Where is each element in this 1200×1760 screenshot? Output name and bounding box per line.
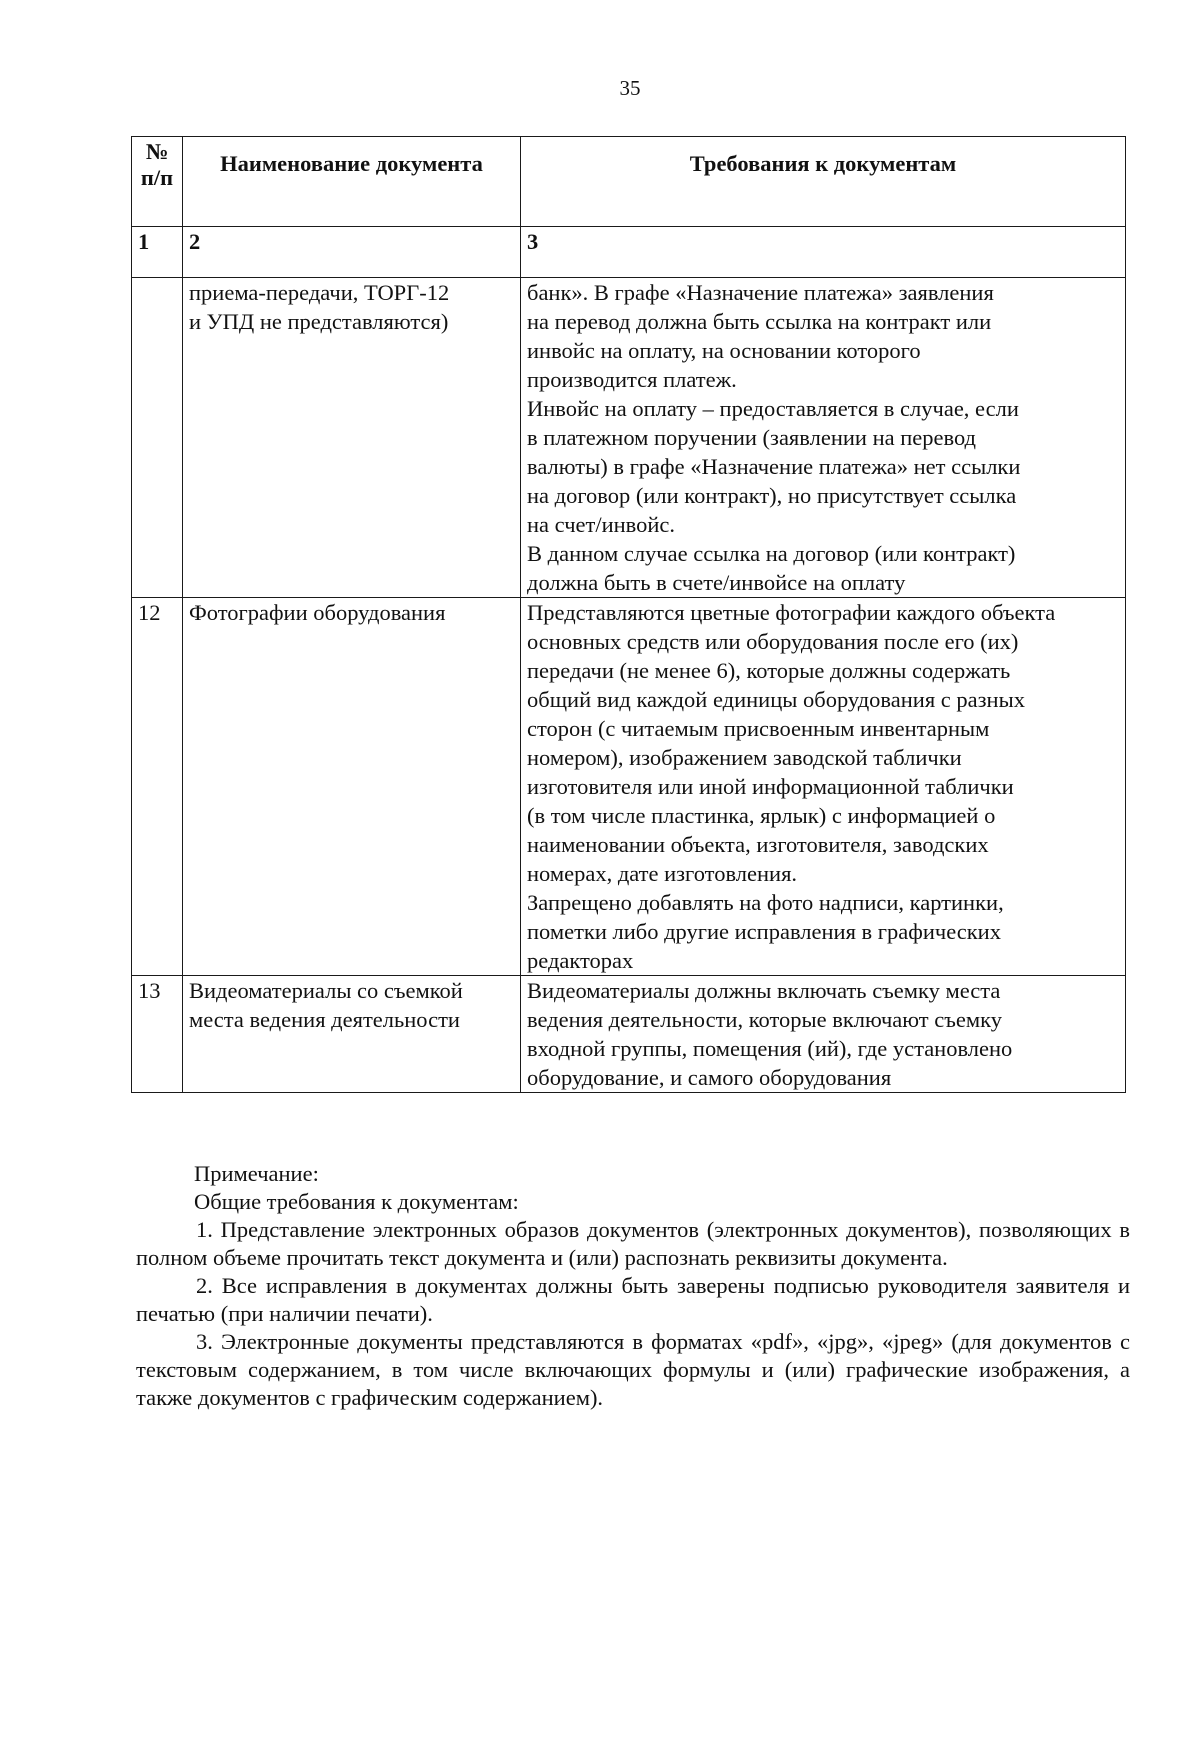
row-num: 13 bbox=[132, 976, 183, 1093]
column-index-1: 1 bbox=[132, 227, 183, 278]
table-row bbox=[132, 976, 1126, 1093]
row-document-name: Фотографии оборудования bbox=[183, 598, 521, 976]
notes-subtitle: Общие требования к документам: bbox=[194, 1189, 519, 1214]
header-document-name: Наименование документа bbox=[183, 137, 521, 227]
column-index-3: 3 bbox=[521, 227, 1126, 278]
note-item: 1. Представление электронных образов документов (электронных документов), позволяющих в полном объеме прочитать текст документа и (или) распознать реквизиты документа. bbox=[136, 1217, 1130, 1270]
row-requirements bbox=[521, 278, 1126, 598]
row-document-name: приема-передачи, ТОРГ-12 и УПД не представляются) bbox=[183, 278, 521, 598]
requirement-paragraph: В данном случае ссылка на договор (или контракт) должна быть в счете/инвойсе на оплату bbox=[527, 541, 1016, 595]
row-requirements bbox=[521, 976, 1126, 1093]
table-row bbox=[132, 598, 1126, 976]
header-requirements: Требования к документам bbox=[521, 137, 1126, 227]
note-item: 3. Электронные документы представляются в форматах «pdf», «jpg», «jpeg» (для документов с текстовым содержанием, в том числе включающих формулы и (или) графические изображения, а также документов с графическим содержанием). bbox=[136, 1329, 1130, 1410]
requirements-table bbox=[131, 136, 1126, 1093]
row-num bbox=[132, 278, 183, 598]
requirement-paragraph: Представляются цветные фотографии каждого объекта основных средств или оборудования после его (их) передачи (не менее 6), которые должны содержать общий вид каждой единицы оборудования с разных сторон (с читаемым присвоенным инвентарным номером), изображением заводской таблички изготовителя или иной информационной таблички (в том числе пластинка, ярлык) с информацией о наименовании объекта, изготовителя, заводских номерах, дате изготовления. bbox=[527, 600, 1056, 886]
row-document-name: Видеоматериалы со съемкой места ведения деятельности bbox=[183, 976, 521, 1093]
page-number: 35 bbox=[619, 76, 641, 100]
notes-section bbox=[136, 1160, 1130, 1412]
notes-title: Примечание: bbox=[194, 1161, 319, 1186]
column-index-row bbox=[132, 227, 1126, 278]
note-item: 2. Все исправления в документах должны быть заверены подписью руководителя заявителя и печатью (при наличии печати). bbox=[136, 1273, 1130, 1326]
column-index-2: 2 bbox=[183, 227, 521, 278]
requirement-paragraph: банк». В графе «Назначение платежа» заявления на перевод должна быть ссылка на контракт или инвойс на оплату, на основании которого производится платеж. bbox=[527, 280, 994, 392]
table-row bbox=[132, 278, 1126, 598]
row-num: 12 bbox=[132, 598, 183, 976]
requirement-paragraph: Инвойс на оплату – предоставляется в случае, если в платежном поручении (заявлении на перевод валюты) в графе «Назначение платежа» нет ссылки на договор (или контракт), но присутствует ссылка на счет/инвойс. bbox=[527, 396, 1021, 537]
requirement-paragraph: Запрещено добавлять на фото надписи, картинки, пометки либо другие исправления в графических редакторах bbox=[527, 890, 1004, 973]
requirement-paragraph: Видеоматериалы должны включать съемку места ведения деятельности, которые включают съемку входной группы, помещения (ий), где установлено оборудование, и самого оборудования bbox=[527, 978, 1013, 1090]
table-header-row bbox=[132, 137, 1126, 227]
header-num: № п/п bbox=[132, 137, 183, 227]
row-requirements bbox=[521, 598, 1126, 976]
